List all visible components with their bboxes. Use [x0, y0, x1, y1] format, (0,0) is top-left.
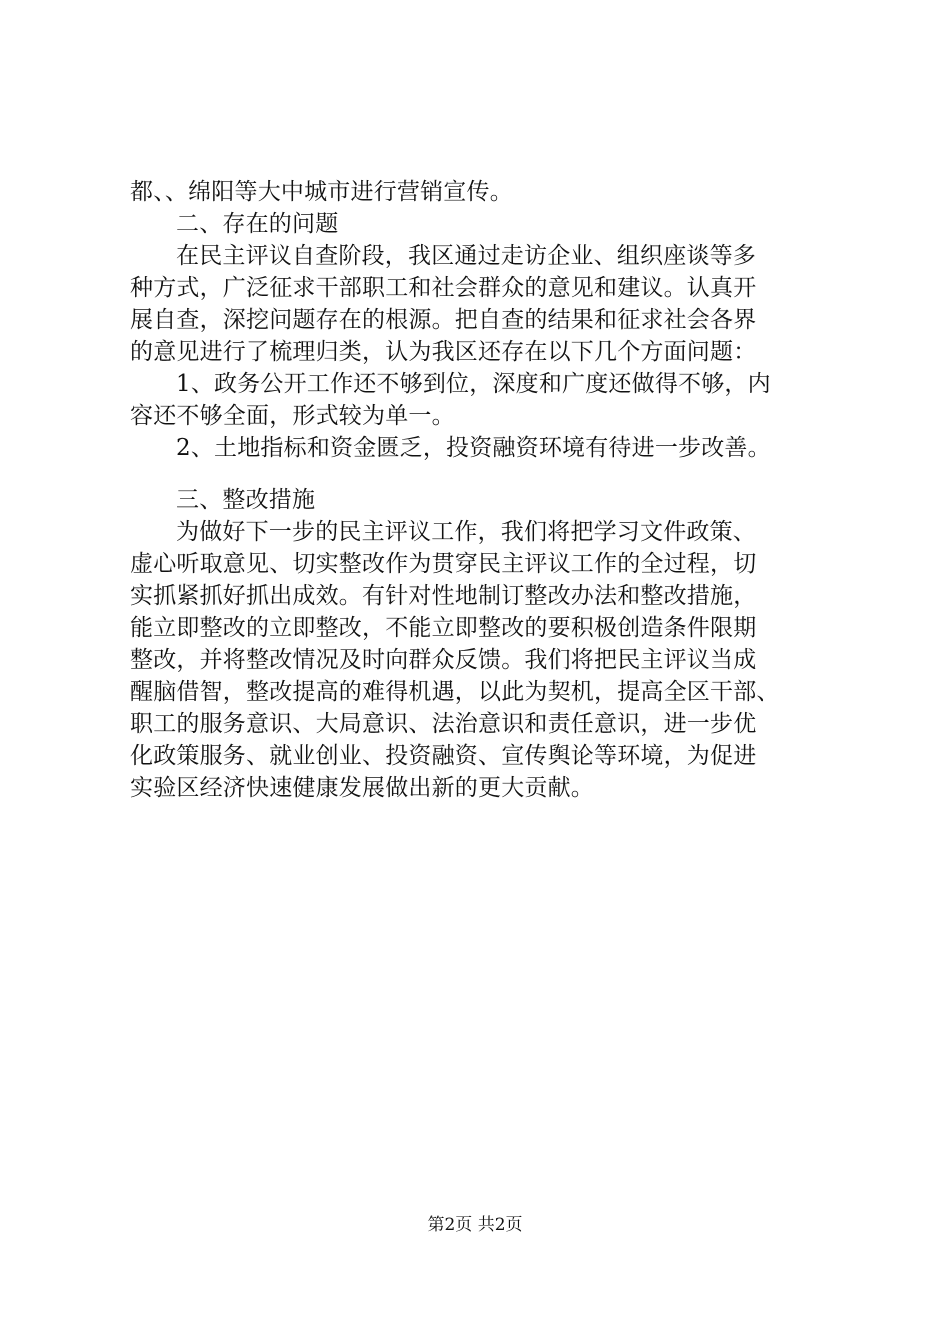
list-item: 1、政务公开工作还不够到位，深度和广度还做得不够，内: [176, 371, 771, 397]
body-line: 为做好下一步的民主评议工作，我们将把学习文件政策、: [176, 519, 756, 545]
body-line: 能立即整改的立即整改，不能立即整改的要积极创造条件限期: [130, 615, 757, 641]
section-heading: 二、存在的问题: [176, 211, 339, 237]
body-line: 职工的服务意识、大局意识、法治意识和责任意识，进一步优: [130, 711, 757, 737]
body-line: 化政策服务、就业创业、投资融资、宣传舆论等环境，为促进: [130, 743, 757, 769]
body-line: 在民主评议自查阶段，我区通过走访企业、组织座谈等多: [176, 243, 756, 269]
body-line: 展自查，深挖问题存在的根源。把自查的结果和征求社会各界: [130, 307, 757, 333]
body-line: 醒脑借智，整改提高的难得机遇，以此为契机，提高全区干部、: [130, 679, 780, 705]
body-line: 整改，并将整改情况及时向群众反馈。我们将把民主评议当成: [130, 647, 757, 673]
list-item: 2、土地指标和资金匮乏，投资融资环境有待进一步改善。: [176, 435, 771, 461]
body-line: 的意见进行了梳理归类，认为我区还存在以下几个方面问题：: [130, 339, 757, 365]
body-line: 虚心听取意见、切实整改作为贯穿民主评议工作的全过程，切: [130, 551, 757, 577]
body-line: 实验区经济快速健康发展做出新的更大贡献。: [130, 775, 594, 801]
body-line: 种方式，广泛征求干部职工和社会群众的意见和建议。认真开: [130, 275, 757, 301]
section-heading: 三、整改措施: [176, 487, 316, 513]
body-line: 实抓紧抓好抓出成效。有针对性地制订整改办法和整改措施，: [130, 583, 757, 609]
page-footer: 第2页 共2页: [427, 1215, 523, 1235]
body-line: 都、、绵阳等大中城市进行营销宣传。: [130, 179, 513, 205]
body-line: 容还不够全面，形式较为单一。: [130, 403, 455, 429]
